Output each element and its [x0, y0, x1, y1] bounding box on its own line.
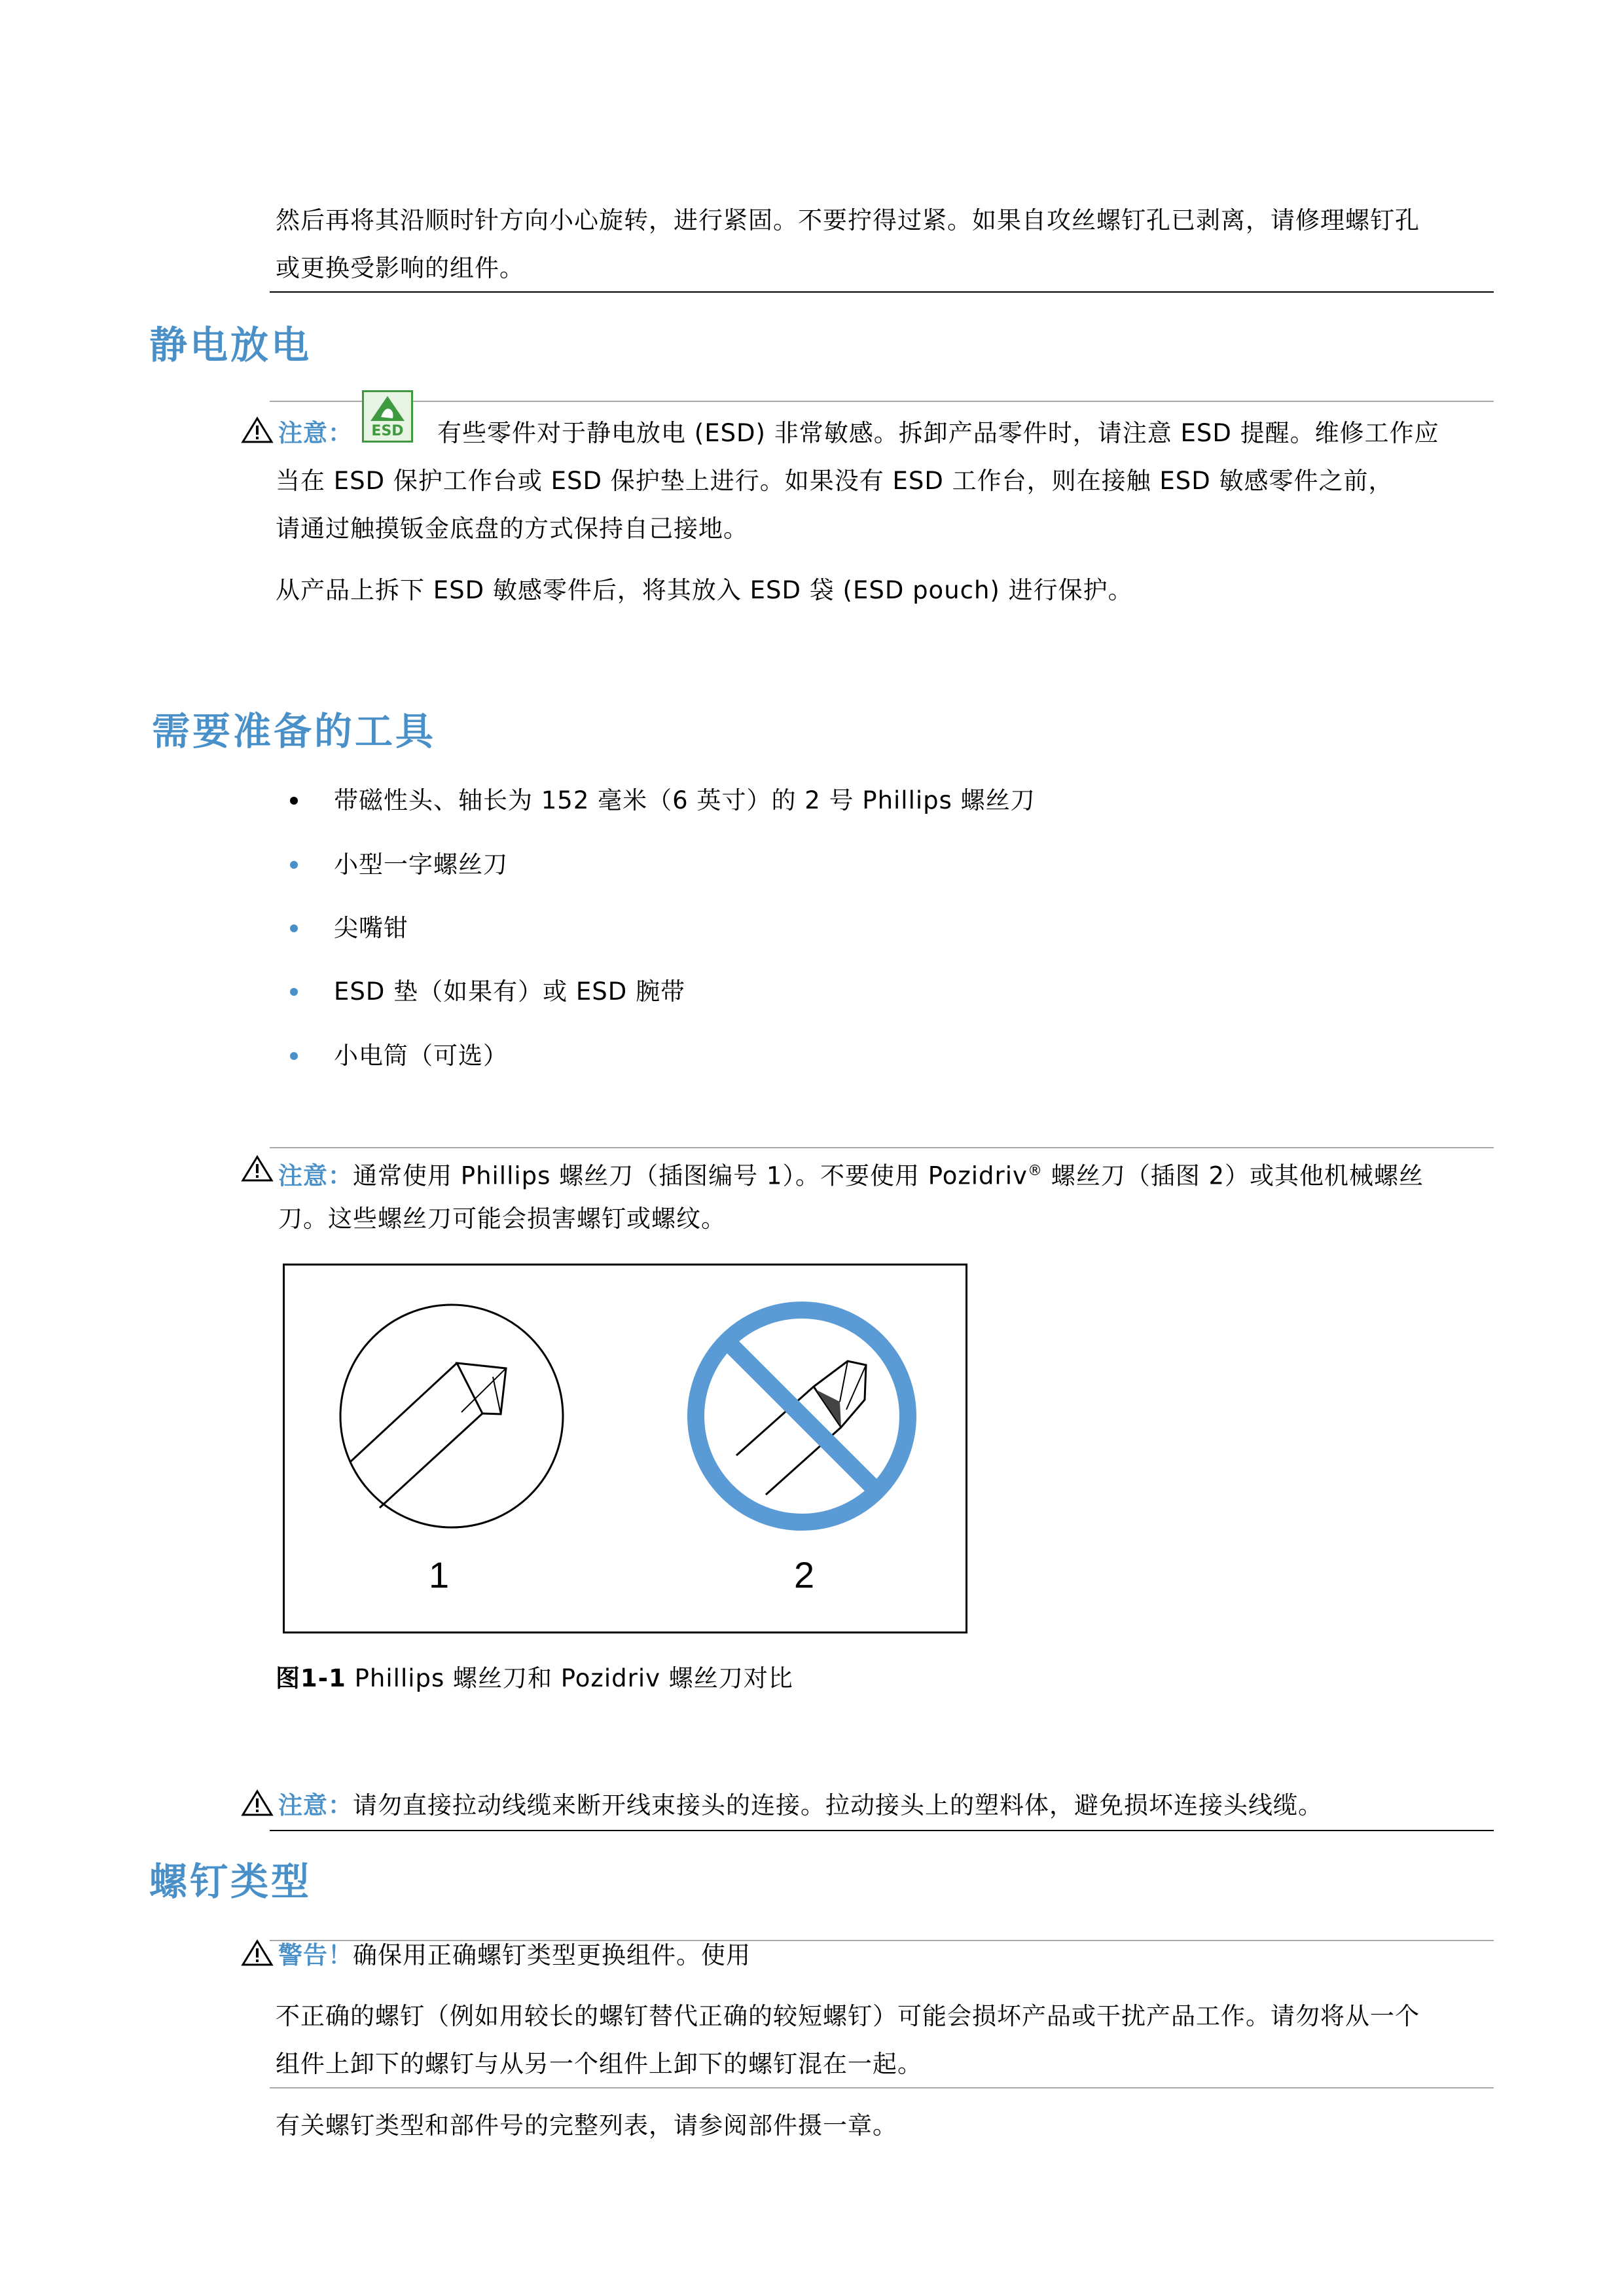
- bullet-icon: [290, 988, 298, 996]
- warning-triangle-icon: [241, 1155, 274, 1182]
- bullet-icon: [290, 924, 298, 932]
- esd-caution-line-2: 当在 ESD 保护工作台或 ESD 保护垫上进行。如果没有 ESD 工作台，则在接触 ESD 敏感零件之前，: [276, 467, 1394, 495]
- screwdriver-caution-line-1: [278, 1147, 1424, 1199]
- tool-item: 小型一字螺丝刀: [334, 850, 508, 879]
- esd-paragraph: 从产品上拆下 ESD 敏感零件后，将其放入 ESD 袋 (ESD pouch) 进行保护。: [276, 576, 1133, 604]
- screw-warning-line-1: [278, 1931, 751, 1979]
- registered-mark: ®: [1027, 1163, 1043, 1179]
- cable-caution: [278, 1781, 1323, 1829]
- bullet-icon: [290, 797, 298, 805]
- esd-caution-line-1: 有些零件对于静电放电 (ESD) 非常敏感。拆卸产品零件时，请注意 ESD 提醒。维修工作应: [437, 419, 1439, 447]
- section-heading-tools: 需要准备的工具: [152, 709, 437, 754]
- caution-label: 注意：: [278, 1161, 353, 1190]
- tool-item: ESD 垫（如果有）或 ESD 腕带: [334, 977, 685, 1006]
- intro-line-2: 或更换受影响的组件。: [276, 254, 524, 282]
- screwdriver-comparison-illustration: [285, 1266, 965, 1631]
- figure-caption: [276, 1654, 793, 1702]
- section-heading-screw-types: 螺钉类型: [149, 1859, 312, 1904]
- section-heading-esd: 静电放电: [149, 323, 312, 367]
- esd-hand-icon: [364, 392, 411, 424]
- warning-triangle-icon: [241, 416, 274, 444]
- screwdriver-caution-line-2: 刀。这些螺丝刀可能会损害螺钉或螺纹。: [278, 1205, 726, 1233]
- phillips-screwdriver-icon: [340, 1305, 563, 1527]
- section-divider: [270, 1830, 1494, 1831]
- figure-frame: [283, 1264, 967, 1633]
- figure-caption-text: Phillips 螺丝刀和 Pozidriv 螺丝刀对比: [346, 1664, 793, 1692]
- screw-types-paragraph: 有关螺钉类型和部件号的完整列表，请参阅部件摄一章。: [276, 2111, 897, 2140]
- caution-label: 注意：: [278, 1791, 353, 1819]
- esd-caution-line-3: 请通过触摸钣金底盘的方式保持自己接地。: [276, 515, 748, 543]
- caution-text-a: 通常使用 Phillips 螺丝刀（插图编号 1）。不要使用 Pozidriv: [353, 1161, 1028, 1190]
- screw-warning-line-2: 不正确的螺钉（例如用较长的螺钉替代正确的较短螺钉）可能会损坏产品或干扰产品工作。请勿将从一个: [276, 2002, 1420, 2030]
- figure-label-1: 1: [429, 1554, 450, 1595]
- section-divider: [270, 291, 1494, 293]
- tool-item: 小电筒（可选）: [334, 1042, 508, 1070]
- figure-label-2: 2: [794, 1554, 815, 1595]
- tool-item: 带磁性头、轴长为 152 毫米（6 英寸）的 2 号 Phillips 螺丝刀: [334, 786, 1036, 814]
- bullet-icon: [290, 861, 298, 869]
- warning-label: 警告！: [278, 1941, 353, 1969]
- figure-caption-number: 图1-1: [276, 1664, 346, 1692]
- warning-triangle-icon: [241, 1939, 274, 1967]
- cable-caution-text: 请勿直接拉动线缆来断开线束接头的连接。拉动接头上的塑料体，避免损坏连接头线缆。: [353, 1791, 1323, 1819]
- prohibition-icon: [696, 1310, 908, 1522]
- caution-text-b: 螺丝刀（插图 2）或其他机械螺丝: [1042, 1161, 1424, 1190]
- intro-line-1: 然后再将其沿顺时针方向小心旋转，进行紧固。不要拧得过紧。如果自攻丝螺钉孔已剥离，请修理螺钉孔: [276, 206, 1420, 234]
- bullet-icon: [290, 1052, 298, 1060]
- tool-item: 尖嘴钳: [334, 914, 408, 942]
- warning-rule: [270, 2087, 1494, 2088]
- warning-triangle-icon: [241, 1789, 274, 1817]
- screw-warning-text: 确保用正确螺钉类型更换组件。使用: [353, 1941, 751, 1969]
- caution-label: 注意：: [278, 419, 353, 447]
- esd-icon-label: ESD: [371, 423, 404, 439]
- caution-rule: [270, 401, 1494, 402]
- screw-warning-line-3: 组件上卸下的螺钉与从另一个组件上卸下的螺钉混在一起。: [276, 2050, 922, 2078]
- esd-sensitive-icon: [362, 390, 413, 443]
